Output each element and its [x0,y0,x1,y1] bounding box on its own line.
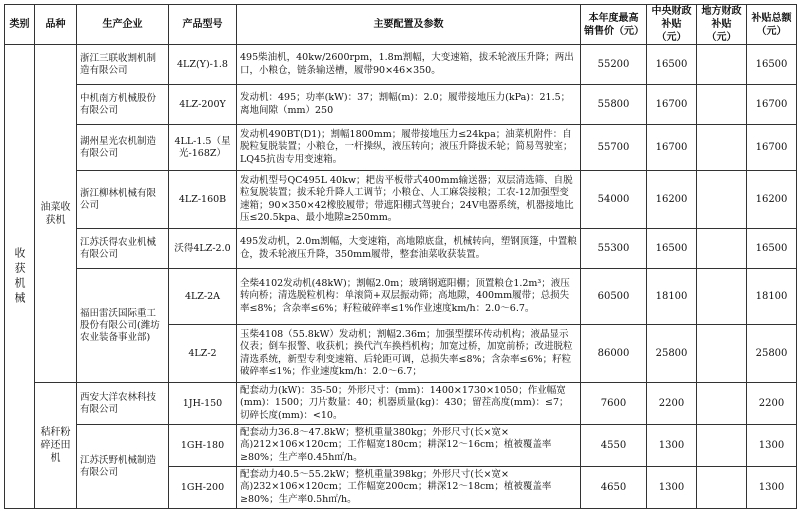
table-row [5,171,797,229]
max-price-cell: 54000 [581,171,647,229]
local-subsidy-cell [697,269,747,325]
local-subsidy-cell [697,45,747,85]
total-subsidy-cell: 1300 [747,467,797,509]
model-cell: 4LZ-160B [169,171,237,229]
model-cell: 1GH-180 [169,425,237,467]
total-subsidy-cell: 25800 [747,325,797,383]
local-subsidy-cell [697,85,747,125]
total-subsidy-cell: 16700 [747,125,797,171]
config-cell: 发动机型号QC495L 40kw；耙齿平板带式400mm输送器；双层清选筛、自脱粒复脱装置；拔禾轮升降人工调节；小粮仓、人工麻袋接粮；工农-12加强型变速箱；90×350×42橡胶履带；带遮阳棚式驾驶台；24V电器系统，机器接地比压≤20.5kpa、最小地隙≥250mm。 [237,171,581,229]
central-subsidy-cell: 18100 [647,269,697,325]
config-cell: 玉柴4108（55.8kW）发动机；割幅2.36m；加强型摆环传动机构；液晶显示仪表；倒车报警、收获机；换代汽车换档机构；加宽过桥，加宽前桥；改进脱粒清选系统，新型专利变速箱、后轮距可调，总损失率≤8%；含杂率≤6%；籽粒破碎率≤1%；作业速度km/h：2.0～6.7； [237,325,581,383]
central-subsidy-cell: 1300 [647,467,697,509]
config-cell: 配套动力36.8～47.8kW；整机重量380kg；外形尺寸(长×宽×高)212×106×120cm；工作幅宽180cm；耕深12～16cm；植被覆盖率≥80%；生产率0.45h㎡/h。 [237,425,581,467]
total-subsidy-cell: 2200 [747,383,797,425]
manufacturer-cell: 福田雷沃国际重工股份有限公司(潍坊农业装备事业部) [77,269,169,383]
total-subsidy-cell: 16200 [747,171,797,229]
model-cell: 沃得4LZ-2.0 [169,229,237,269]
model-cell: 4LZ(Y)-1.8 [169,45,237,85]
config-cell: 发动机490BT(D1)；割幅1800mm；履带接地压力≤24kpa；油菜机附件：自脱粒复脱装置；小粮仓，一杆操纵，液压转向；液压升降拔禾轮；简易驾驶室；LQ45抗齿专用变速箱。 [237,125,581,171]
total-subsidy-cell: 1300 [747,425,797,467]
header-local-subsidy: 地方财政补贴（元） [697,5,747,45]
manufacturer-cell: 中机南方机械股份有限公司 [77,85,169,125]
max-price-cell: 7600 [581,383,647,425]
central-subsidy-cell: 16500 [647,45,697,85]
config-cell: 495柴油机，40kw/2600rpm，1.8m割幅，大变速箱，拔禾轮液压升降；两出口，小粮仓，链条输送槽，履带90×46×350。 [237,45,581,85]
model-cell: 4LL-1.5（星光-168Z） [169,125,237,171]
header-total-subsidy: 补贴总额（元） [747,5,797,45]
header-manufacturer: 生产企业 [77,5,169,45]
table-row [5,383,797,425]
config-cell: 全柴4102发动机(48kW)；割幅2.0m；玻璃钢遮阳棚；顶置粮仓1.2m³；液压转向桥；清选脱粒机构：单滚筒+双层振动筛；高地隙，400mm履带；总损失率≤8%；含杂率≤6%；籽粒破碎率≤1%作业速度km/h：2.0～6.7。 [237,269,581,325]
central-subsidy-cell: 1300 [647,425,697,467]
model-cell: 4LZ-2A [169,269,237,325]
manufacturer-cell: 江苏沃野机械制造有限公司 [77,425,169,509]
central-subsidy-cell: 16200 [647,171,697,229]
max-price-cell: 55200 [581,45,647,85]
total-subsidy-cell: 16700 [747,85,797,125]
central-subsidy-cell: 2200 [647,383,697,425]
header-category: 类别 [5,5,35,45]
variety-cell-rapeseed: 油菜收获机 [35,45,77,383]
category-cell: 收获机械 [5,45,35,509]
local-subsidy-cell [697,125,747,171]
header-model: 产品型号 [169,5,237,45]
total-subsidy-cell: 16500 [747,45,797,85]
table-row [5,229,797,269]
model-cell: 4LZ-200Y [169,85,237,125]
total-subsidy-cell: 18100 [747,269,797,325]
config-cell: 配套动力(kW)：35-50；外形尺寸：(mm)：1400×1730×1050；作业幅宽(mm)：1500；刀片数量：40；机器质量(kg)：430；留茬高度(mm)：≤7；切碎长度(mm)：<10。 [237,383,581,425]
config-cell: 发动机：495；功率(kW)：37；割幅(m)：2.0；履带接地压力(kPa)：21.5；离地间隙（mm）250 [237,85,581,125]
max-price-cell: 60500 [581,269,647,325]
max-price-cell: 86000 [581,325,647,383]
manufacturer-cell: 浙江三联收割机制造有限公司 [77,45,169,85]
max-price-cell: 55700 [581,125,647,171]
manufacturer-cell: 湖州星光农机制造有限公司 [77,125,169,171]
manufacturer-cell: 江苏沃得农业机械有限公司 [77,229,169,269]
central-subsidy-cell: 16700 [647,125,697,171]
manufacturer-cell: 浙江柳林机械有限公司 [77,171,169,229]
table-row [5,125,797,171]
local-subsidy-cell [697,229,747,269]
local-subsidy-cell [697,383,747,425]
config-cell: 495发动机，2.0m割幅，大变速箱，高地隙底盘，机械转向，塑钢顶篷，中置粮仓，拨禾轮液压升降，350mm履带，整套油菜收获装置。 [237,229,581,269]
central-subsidy-cell: 25800 [647,325,697,383]
table-row [5,269,797,325]
local-subsidy-cell [697,467,747,509]
table-row [5,85,797,125]
total-subsidy-cell: 16500 [747,229,797,269]
local-subsidy-cell [697,171,747,229]
central-subsidy-cell: 16500 [647,229,697,269]
max-price-cell: 55300 [581,229,647,269]
header-max-price: 本年度最高销售价（元） [581,5,647,45]
header-central-subsidy: 中央财政补贴（元） [647,5,697,45]
local-subsidy-cell [697,325,747,383]
max-price-cell: 4650 [581,467,647,509]
header-variety: 品种 [35,5,77,45]
central-subsidy-cell: 16700 [647,85,697,125]
table-row [5,425,797,467]
manufacturer-cell: 西安大洋农林科技有限公司 [77,383,169,425]
model-cell: 4LZ-2 [169,325,237,383]
table-row [5,45,797,85]
local-subsidy-cell [697,425,747,467]
model-cell: 1JH-150 [169,383,237,425]
subsidy-table [4,4,797,509]
model-cell: 1GH-200 [169,467,237,509]
max-price-cell: 55800 [581,85,647,125]
variety-cell-straw: 秸秆粉碎还田机 [35,383,77,509]
header-config: 主要配置及参数 [237,5,581,45]
max-price-cell: 4550 [581,425,647,467]
config-cell: 配套动力40.5～55.2kW；整机重量398kg；外形尺寸(长×宽×高)232×106×120cm；工作幅宽200cm；耕深12～18cm；植被覆盖率≥80%；生产率0.5h㎡/h。 [237,467,581,509]
